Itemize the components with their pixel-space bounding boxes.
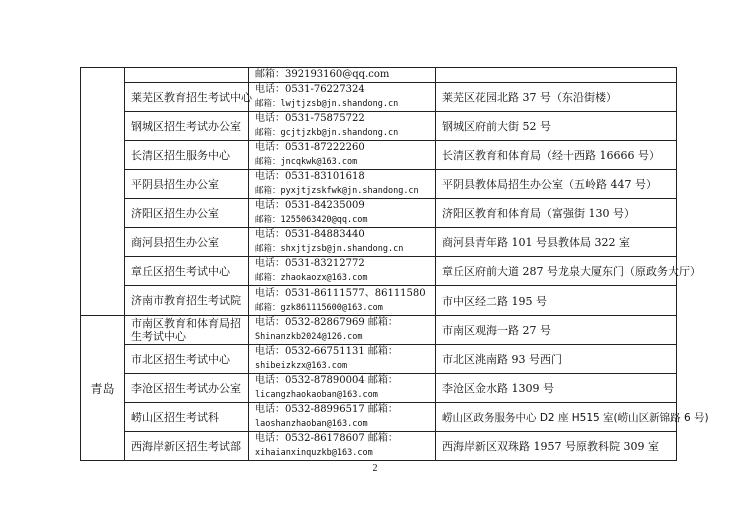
- org-cell: 济南市教育招生考试院: [125, 286, 249, 316]
- phone-text: 电话：0531-83101618: [255, 171, 365, 182]
- address-cell: 章丘区府前大道 287 号龙泉大厦东门（原政务大厅）: [436, 257, 677, 286]
- contact-cell: [249, 403, 436, 432]
- org-cell: 市南区教育和体育局招生考试中心: [125, 316, 249, 345]
- table-row: [81, 316, 677, 345]
- table-row: [81, 170, 677, 199]
- phone-text: 电话：0531-75875722: [255, 113, 365, 124]
- address-cell: 钢城区府前大街 52 号: [436, 112, 677, 141]
- phone-text: 电话：0532-82867969 邮箱：: [255, 317, 398, 328]
- table-row: [81, 345, 677, 374]
- phone-text: 电话：0531-76227324: [255, 84, 365, 95]
- org-cell: 商河县招生办公室: [125, 228, 249, 257]
- address-cell: 市中区经二路 195 号: [436, 286, 677, 316]
- email-text: shibeizkzx@163.com: [255, 361, 348, 371]
- address-cell: 市南区观海一路 27 号: [436, 316, 677, 345]
- address-cell: [436, 68, 677, 83]
- email-text: xihaianxinquzkb@163.com: [255, 448, 373, 458]
- address-cell: 济阳区教育和体育局（富强街 130 号）: [436, 199, 677, 228]
- table-row: [81, 68, 677, 83]
- org-cell: 长清区招生服务中心: [125, 141, 249, 170]
- org-cell: 济阳区招生办公室: [125, 199, 249, 228]
- contact-cell: [249, 112, 436, 141]
- phone-text: 电话：0531-83212772: [255, 258, 365, 269]
- contact-cell: [249, 228, 436, 257]
- table-row: [81, 403, 677, 432]
- phone-text: 电话：0531-87222260: [255, 142, 365, 153]
- org-cell: 莱芜区教育招生考试中心: [125, 83, 249, 112]
- contact-cell: [249, 170, 436, 199]
- org-cell: 崂山区招生考试科: [125, 403, 249, 432]
- org-cell: 平阴县招生办公室: [125, 170, 249, 199]
- phone-text: 电话：0532-66751131 邮箱：: [255, 346, 398, 357]
- address-cell: 市北区洮南路 93 号西门: [436, 345, 677, 374]
- address-cell: 长清区教育和体育局（经十西路 16666 号）: [436, 141, 677, 170]
- phone-text: 电话：0532-88996517 邮箱：: [255, 404, 398, 415]
- address-cell: 西海岸新区双珠路 1957 号原教科院 309 室: [436, 432, 677, 461]
- contact-cell: [249, 286, 436, 316]
- org-cell: [125, 68, 249, 83]
- email-text: 邮箱：1255063420@qq.com: [255, 215, 368, 225]
- org-cell: 市北区招生考试中心: [125, 345, 249, 374]
- table-row: [81, 228, 677, 257]
- org-cell: 西海岸新区招生考试部: [125, 432, 249, 461]
- contact-cell: [249, 199, 436, 228]
- table-row: [81, 432, 677, 461]
- table-row: [81, 257, 677, 286]
- contact-cell: [249, 141, 436, 170]
- org-cell: 钢城区招生考试办公室: [125, 112, 249, 141]
- contact-cell: [249, 316, 436, 345]
- email-text: 邮箱：gzk861115600@163.com: [255, 302, 383, 313]
- email-text: 邮箱：lwjtjzsb@jn.shandong.cn: [255, 99, 399, 109]
- city-cell-qingdao: 青岛: [81, 316, 125, 461]
- phone-text: 电话：0531-84883440: [255, 229, 365, 240]
- page-number: 2: [372, 463, 378, 474]
- address-cell: 崂山区政务服务中心 D2 座 H515 室(崂山区新锦路 6 号): [436, 403, 677, 432]
- phone-text: 电话：0532-87890004 邮箱：: [255, 375, 398, 386]
- table-row: [81, 83, 677, 112]
- phone-text: 电话：0532-86178607 邮箱：: [255, 433, 398, 444]
- address-cell: 商河县青年路 101 号县教体局 322 室: [436, 228, 677, 257]
- table-row: [81, 199, 677, 228]
- email-text: licangzhaokaoban@163.com: [255, 390, 378, 400]
- contact-cell: [249, 68, 436, 83]
- address-cell: 莱芜区花园北路 37 号（东沿街楼）: [436, 83, 677, 112]
- contact-cell: [249, 83, 436, 112]
- email-text: 邮箱：shxjtjzsb@jn.shandong.cn: [255, 244, 404, 254]
- address-cell: 平阴县教体局招生办公室（五岭路 447 号）: [436, 170, 677, 199]
- table-row: [81, 286, 677, 316]
- contact-cell: [249, 257, 436, 286]
- org-cell: 李沧区招生考试办公室: [125, 374, 249, 403]
- table-row: [81, 141, 677, 170]
- table-row: [81, 374, 677, 403]
- phone-text: 电话：0531-86111577、86111580: [255, 287, 426, 299]
- email-text: 邮箱：pyxjtjzskfwk@jn.shandong.cn: [255, 186, 419, 196]
- contact-cell: [249, 374, 436, 403]
- email-text: 邮箱：zhaokaozx@163.com: [255, 273, 368, 283]
- table-row: [81, 112, 677, 141]
- city-cell-jinan: [81, 68, 125, 316]
- org-cell: 章丘区招生考试中心: [125, 257, 249, 286]
- address-cell: 李沧区金水路 1309 号: [436, 374, 677, 403]
- email-text: laoshanzhaoban@163.com: [255, 419, 368, 429]
- contact-cell: [249, 432, 436, 461]
- email-text: 邮箱：jncqkwk@163.com: [255, 157, 358, 167]
- email-text: Shinanzkb2024@126.com: [255, 332, 363, 342]
- contact-cell: [249, 345, 436, 374]
- email-text: 邮箱：gcjtjzkb@jn.shandong.cn: [255, 128, 399, 138]
- contact-table: [80, 67, 709, 461]
- phone-text: 电话：0531-84235009: [255, 200, 365, 211]
- email-text: 邮箱：392193160@qq.com: [255, 69, 390, 80]
